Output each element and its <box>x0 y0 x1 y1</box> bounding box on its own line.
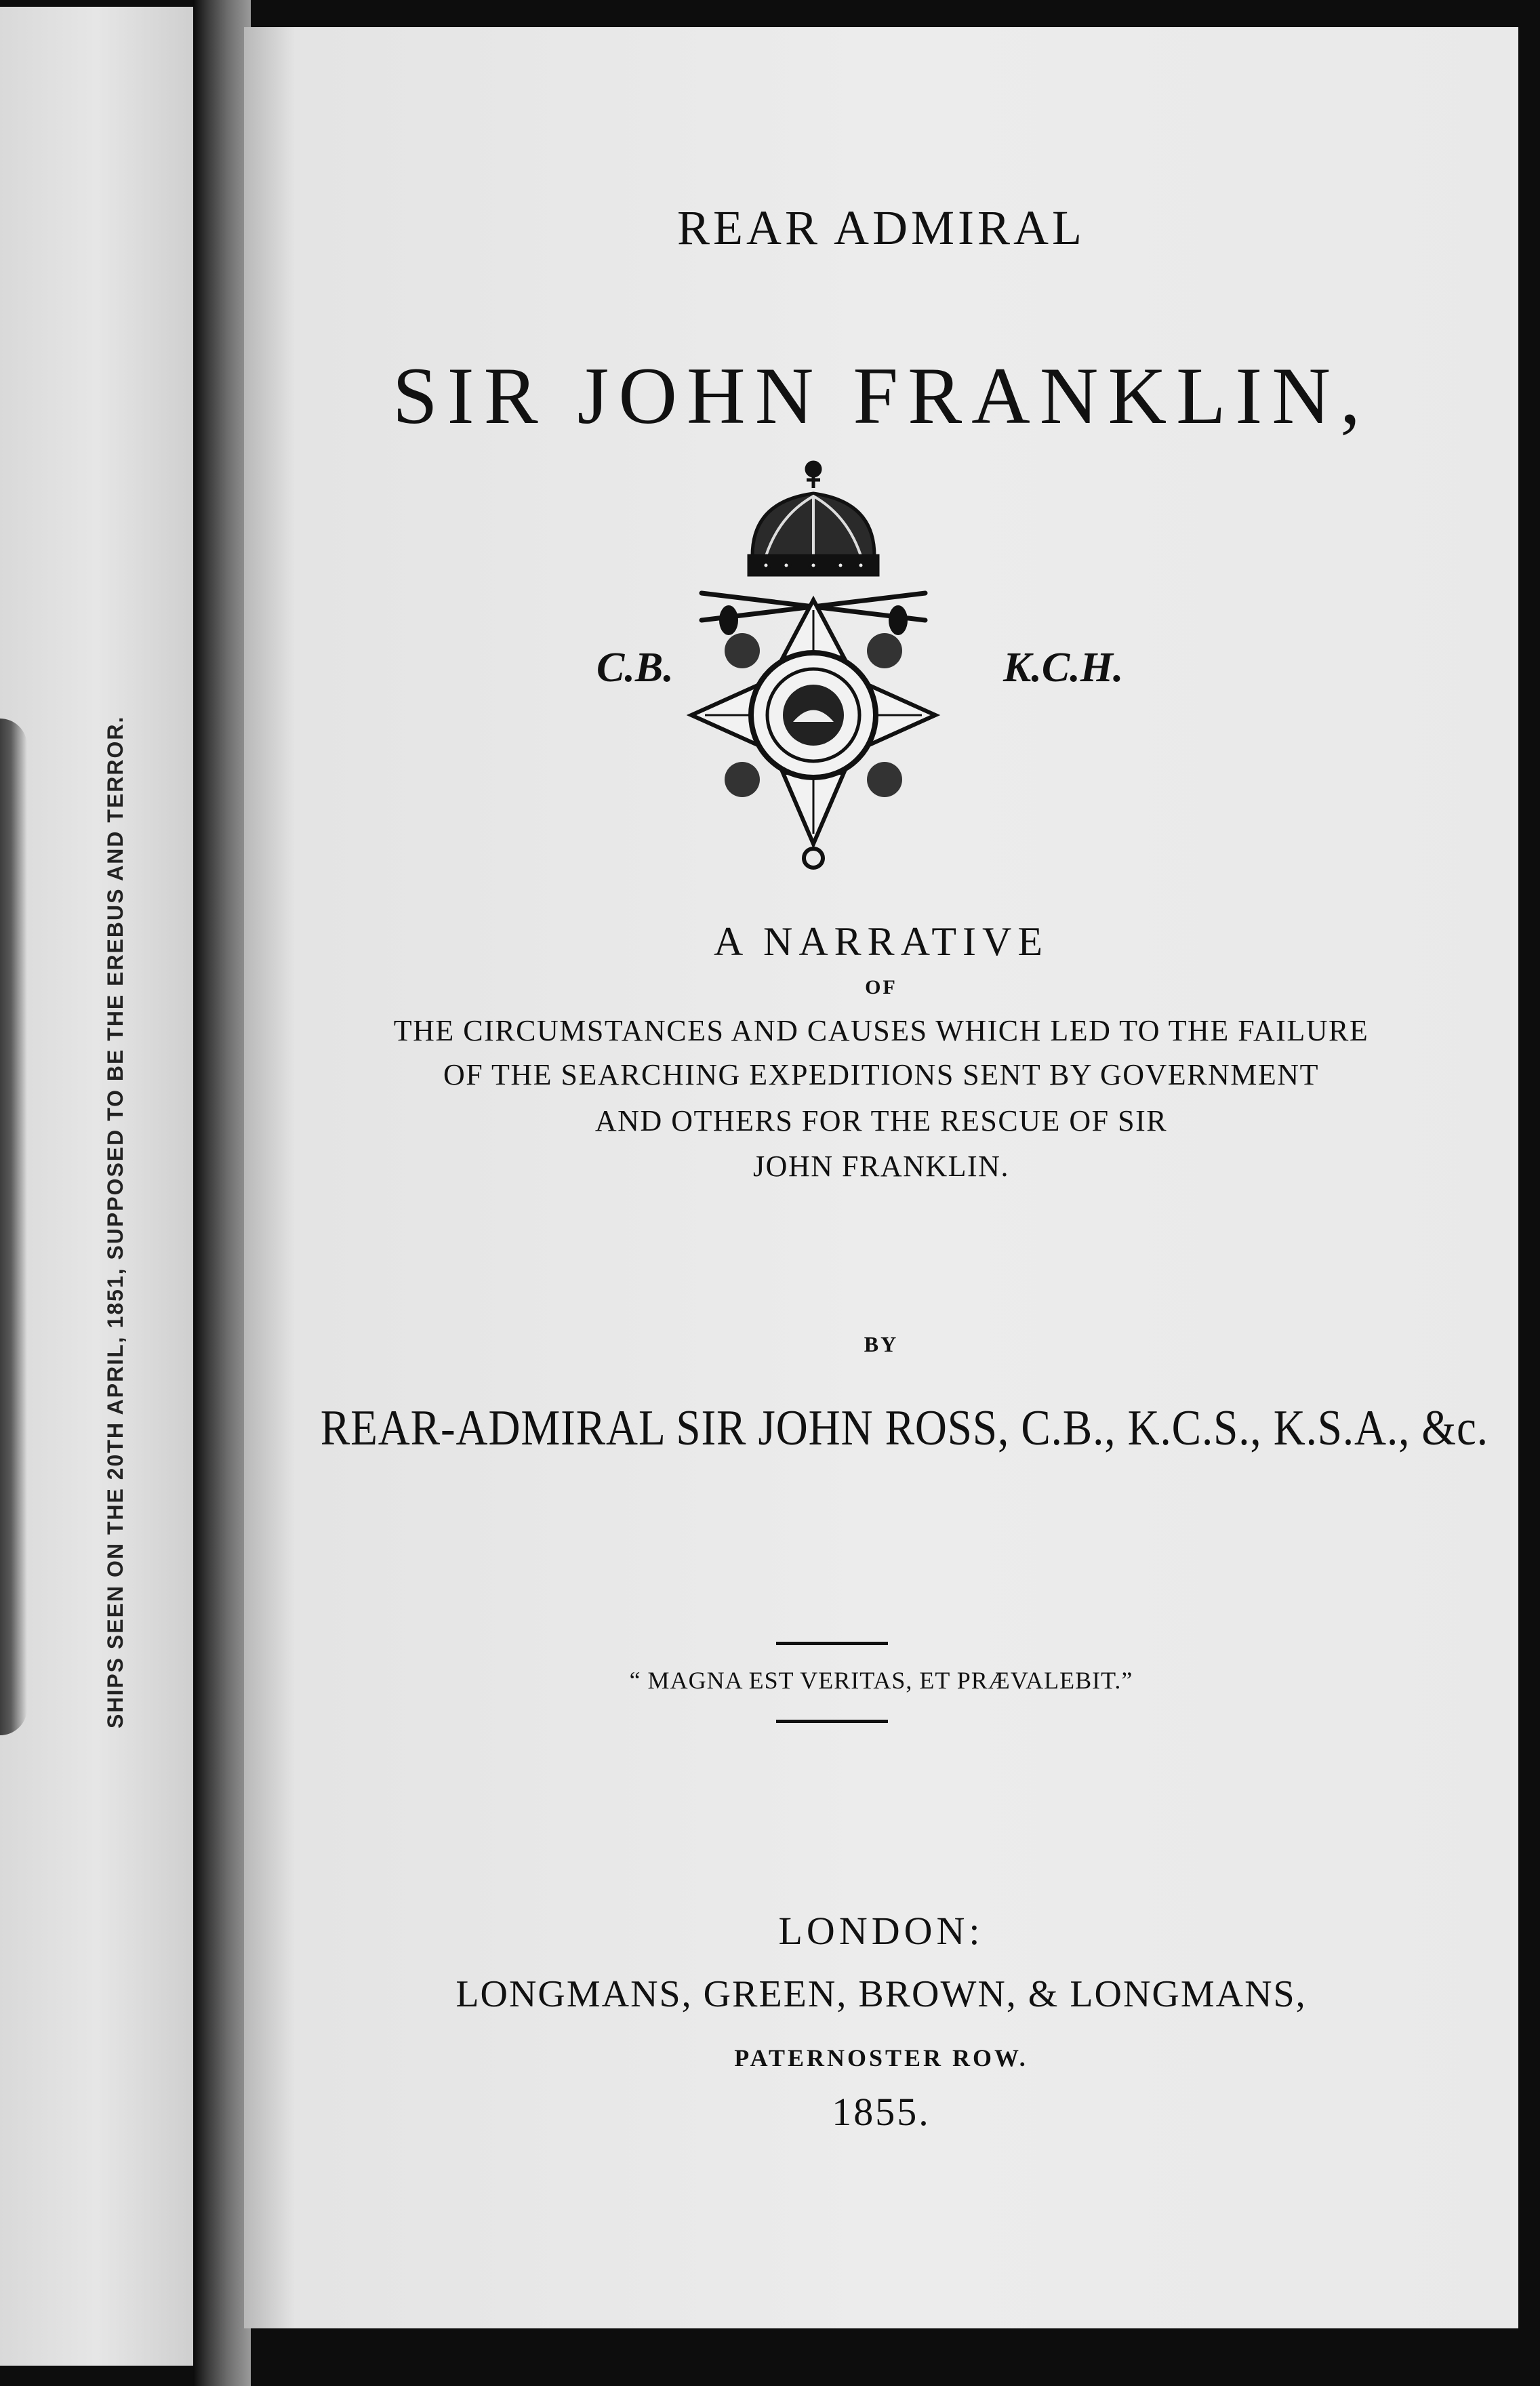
ink-stain <box>0 719 27 1735</box>
title-rank: REAR ADMIRAL <box>676 201 1086 255</box>
imprint-street: PATERNOSTER ROW. <box>734 2044 1028 2071</box>
narrative-line: THE CIRCUMSTANCES AND CAUSES WHICH LED TO THE FAILURE <box>393 1014 1369 1047</box>
author-line: REAR-ADMIRAL SIR JOHN ROSS, C.B., K.C.S., K.S.A., &c. <box>320 1400 1488 1456</box>
left-facing-page <box>0 7 193 2366</box>
narrative-line: JOHN FRANKLIN. <box>753 1150 1009 1183</box>
order-abbrev-right: K.C.H. <box>1003 645 1124 691</box>
order-badge-crown-cross-icon <box>678 454 949 888</box>
motto: “ MAGNA EST VERITAS, ET PRÆVALEBIT.” <box>629 1667 1133 1694</box>
by-label: BY <box>864 1332 899 1356</box>
book-gutter <box>193 0 251 2386</box>
rule-top <box>776 1642 888 1645</box>
imprint-publisher: LONGMANS, GREEN, BROWN, & LONGMANS, <box>455 1973 1307 2015</box>
imprint-year: 1855. <box>832 2090 931 2134</box>
title-name: SIR JOHN FRANKLIN, <box>392 350 1371 441</box>
title-page <box>244 27 1518 2328</box>
imprint-city: LONDON: <box>778 1909 984 1953</box>
narrative-of: OF <box>865 976 897 998</box>
order-abbrev-left: C.B. <box>596 645 674 691</box>
narrative-line: OF THE SEARCHING EXPEDITIONS SENT BY GOVERNMENT <box>443 1058 1319 1091</box>
rule-bottom <box>776 1720 888 1723</box>
narrative-title: A NARRATIVE <box>713 919 1049 964</box>
narrative-line: AND OTHERS FOR THE RESCUE OF SIR <box>594 1104 1168 1137</box>
spine-note: SHIPS SEEN ON THE 20TH APRIL, 1851, SUPPOSED TO BE THE EREBUS AND TERROR. <box>103 715 127 1728</box>
